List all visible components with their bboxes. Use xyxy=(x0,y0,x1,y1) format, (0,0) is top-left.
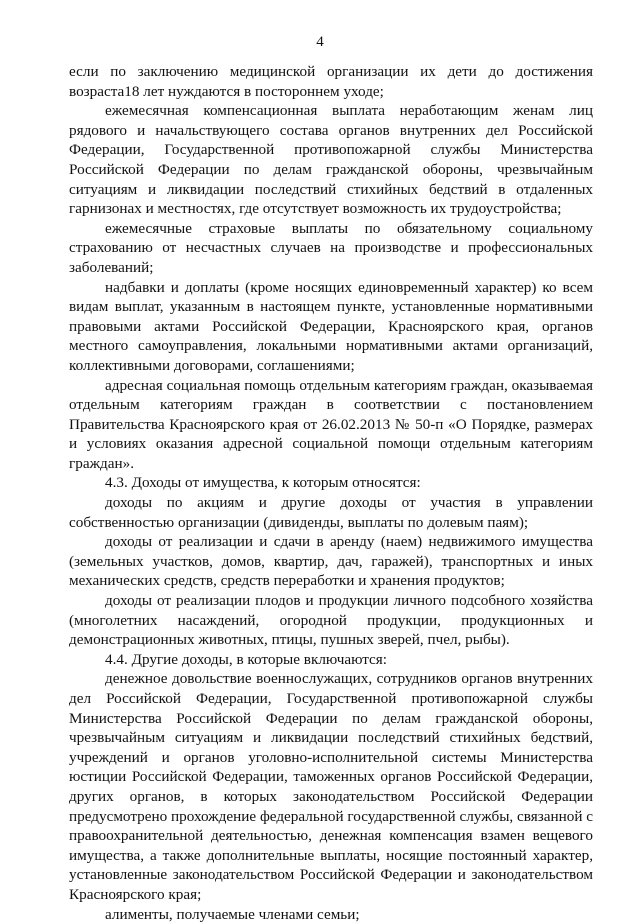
paragraph: адресная социальная помощь отдельным категориям граждан, оказываемая отдельным категориям граждан в соответствии с постановлением Правительства Красноярского края от 26.02.2013 № 50-п «О Порядке, размерах и условиях оказания адресной социальной помощи отдельным категориям граждан». xyxy=(69,376,593,472)
paragraph: 4.4. Другие доходы, в которые включаются: xyxy=(105,650,387,668)
paragraph: ежемесячные страховые выплаты по обязательному социальному страхованию от несчастных случаев на производстве и профессиональных заболеваний; xyxy=(69,219,593,276)
paragraph: доходы от реализации и сдачи в аренду (наем) недвижимого имущества (земельных участков, домов, квартир, дач, гаражей), транспортных и иных механических средств, средств переработки и хранения продуктов; xyxy=(69,533,593,590)
page-number: 4 xyxy=(316,34,324,50)
paragraph: 4.3. Доходы от имущества, к которым относятся: xyxy=(105,474,421,492)
paragraph: надбавки и доплаты (кроме носящих единовременный характер) ко всем видам выплат, указанным в настоящем пункте, установленные нормативными правовыми актами Российской Федерации, Красноярского края, органов местного самоуправления, локальными нормативными актами организаций, коллективными договорами, соглашениями; xyxy=(69,278,593,374)
paragraph: ежемесячная компенсационная выплата неработающим женам лиц рядового и начальствующего состава органов внутренних дел Российской Федерации, Государственной противопожарной службы Министерства Российской Федерации по делам гражданской обороны, чрезвычайным ситуациям и ликвидации последствий стихийных бедствий в отдаленных гарнизонах и местностях, где отсутствует возможность их трудоустройства; xyxy=(69,102,593,218)
paragraph: денежное довольствие военнослужащих, сотрудников органов внутренних дел Российской Федерации, Государственной противопожарной службы Министерства Российской Федерации по делам гражданской обороны, чрезвычайным ситуациям и ликвидации последствий стихийных бедствий, учреждений и органов уголовно-исполнительной системы Министерства юстиции Российской Федерации, таможенных органов Российской Федерации, других органов, в которых законодательством Российской Федерации предусмотрено прохождение федеральной государственной службы, связанной с правоохранительной деятельностью, денежная компенсация взамен вещевого имущества, а также дополнительные выплаты, носящие постоянный характер, установленные законодательством Российской Федерации и законодательством Красноярского края; xyxy=(69,670,593,903)
paragraph: алименты, получаемые членами семьи; xyxy=(105,905,360,923)
paragraph: доходы от реализации плодов и продукции личного подсобного хозяйства (многолетних насаждений, огородной продукции, продукционных и демонстрационных животных, птицы, пушных зверей, пчел, рыбы). xyxy=(69,592,593,649)
document-body xyxy=(69,62,593,924)
paragraph: если по заключению медицинской организации их дети до достижения возраста18 лет нуждаются в постороннем уходе; xyxy=(69,63,593,100)
paragraph: доходы по акциям и другие доходы от участия в управлении собственностью организации (дивиденды, выплаты по долевым паям); xyxy=(69,494,593,531)
